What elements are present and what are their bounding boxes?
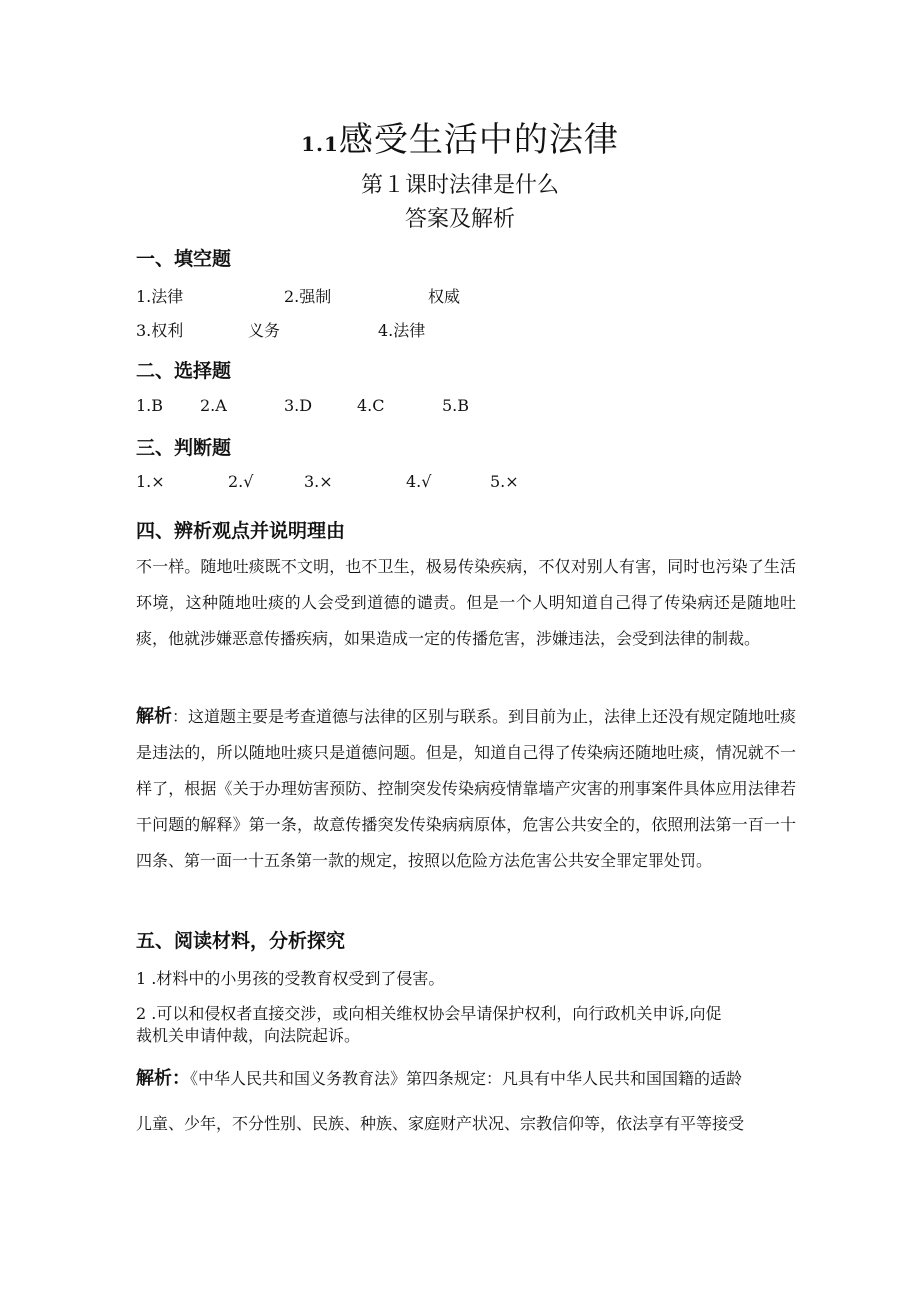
answer-item: 2.A [200,396,227,415]
reading-item-2-line1: 2 .可以和侵权者直接交涉，或向相关维权协会早请保护权利，向行政机关申诉,向促 [136,1004,722,1023]
answer-label: 答案及解析 [404,207,515,232]
answer-item: 3.D [284,396,313,415]
page-title [0,112,920,161]
lesson-subtitle: 第１课时法律是什么 [360,173,559,198]
analysis-answer: 不一样。随地吐痰既不文明，也不卫生，极易传染疾病，不仅对别人有害，同时也污染了生活环境，这种随地吐痰的人会受到道德的谴责。但是一个人明知道自己得了传染病还是随地吐痰，他就涉嫌恶意传播疾病，如果造成一定的传播危害，涉嫌违法，会受到法律的制裁。 [136,557,796,648]
section-reading: 五、阅读材料，分析探究 [136,930,346,952]
answer-item: 1.法律 [136,287,184,306]
section-fill-blank: 一、填空题 [136,248,232,270]
answer-item: 5.× [490,472,519,491]
answer-item: 4.法律 [378,321,426,340]
explain-label: 解析 [136,706,172,727]
reading-item-2-line2: 裁机关申请仲裁，向法院起诉。 [136,1026,361,1045]
answer-item: 权威 [428,287,461,306]
section-analysis: 四、辨析观点并说明理由 [136,520,346,542]
answer-item: 3.权利 [136,321,184,340]
title-number: 1.1 [301,132,339,156]
reading-explain-text: 《中华人民共和国义务教育法》第四条规定：凡具有中华人民共和国国籍的适龄 [190,1069,743,1088]
answer-item: 1.B [136,396,164,415]
answer-item: 2.强制 [284,287,332,306]
reading-explain-label: 解析： [136,1068,190,1089]
section-choice: 二、选择题 [136,360,232,382]
answer-item: 2.√ [228,472,254,491]
section-judge: 三、判断题 [136,437,232,459]
reading-item-1: 1 .材料中的小男孩的受教育权受到了侵害。 [136,969,445,988]
title-text: 感受生活中的法律 [338,120,619,160]
answer-item: 5.B [442,396,470,415]
answer-item: 4.√ [406,472,432,491]
answer-item: 义务 [248,321,281,340]
explain-text: ：这道题主要是考查道德与法律的区别与联系。到目前为止，法律上还没有规定随地吐痰是违法的，所以随地吐痰只是道德问题。但是，知道自己得了传染病还随地吐痰，情况就不一样了，根据《关于办理妨害预防、控制突发传染病疫情靠墙产灾害的刑事案件具体应用法律若干问题的解释》第一条，故意传播突发传染病病原体，危害公共安全的，依照刑法第一百一十四条、第一面一十五条第一款的规定，按照以危险方法危害公共安全罪定罪处罚。 [136,707,797,870]
reading-explanation-line1 [136,1064,796,1090]
answer-item: 3.× [304,472,333,491]
answer-item: 1.× [136,472,165,491]
analysis-explanation [136,699,796,879]
answer-item: 4.C [357,396,385,415]
reading-explanation-line2: 儿童、少年，不分性别、民族、种族、家庭财产状况、宗教信仰等，依法享有平等接受 [136,1114,745,1133]
